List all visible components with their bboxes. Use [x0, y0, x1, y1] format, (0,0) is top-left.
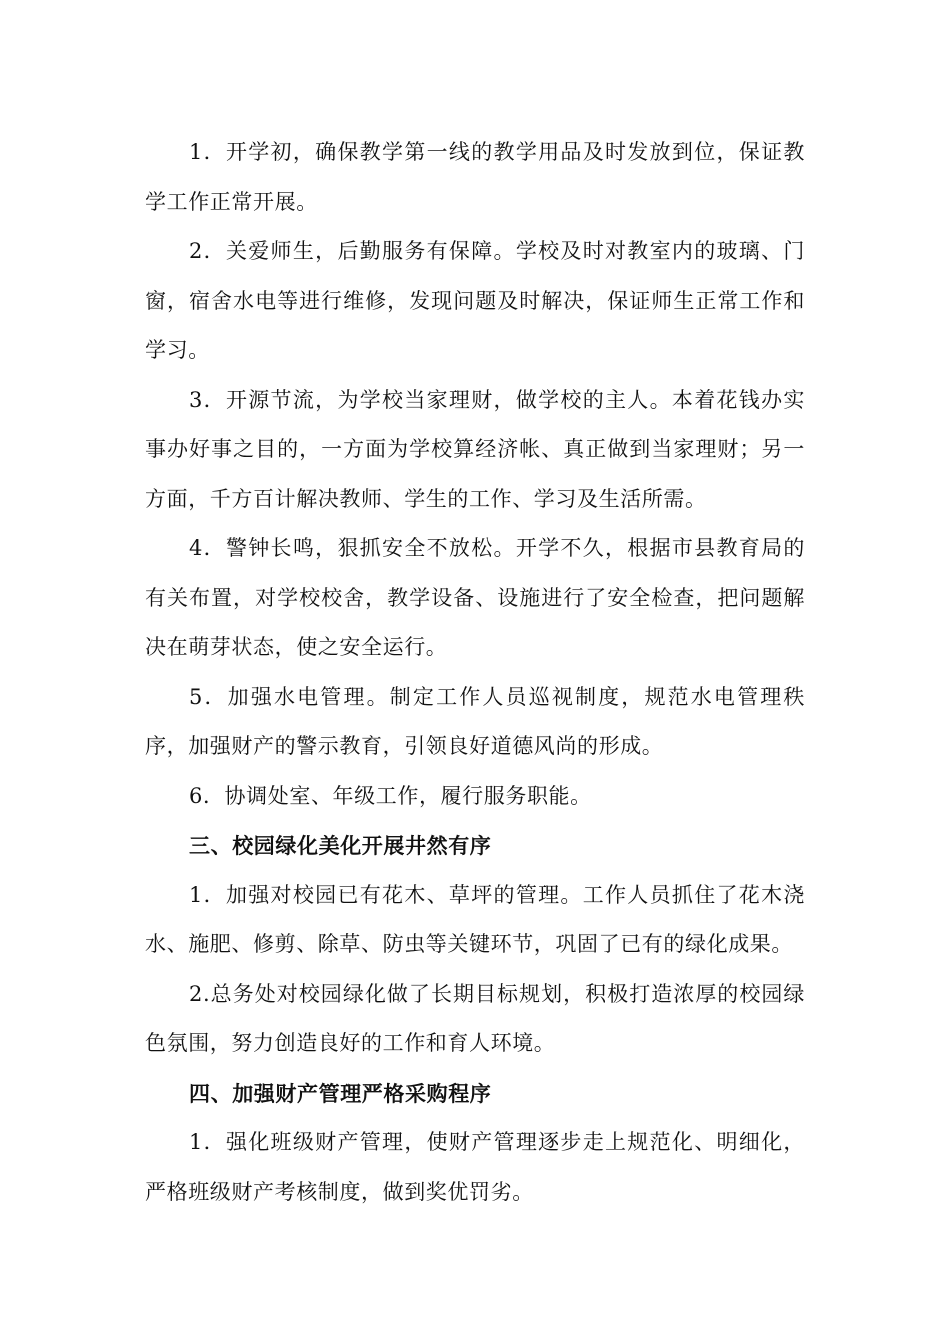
paragraph-item-2: 2．关爱师生，后勤服务有保障。学校及时对教室内的玻璃、门窗，宿舍水电等进行维修，发现问题及时解决，保证师生正常工作和学习。	[145, 239, 805, 362]
paragraph-item-6: 6．协调处室、年级工作，履行服务职能。	[189, 783, 592, 808]
section-heading-3: 三、校园绿化美化开展井然有序	[189, 833, 492, 858]
section-heading-4: 四、加强财产管理严格采购程序	[189, 1080, 492, 1106]
paragraph-item-4: 4．警钟长鸣，狠抓安全不放松。开学不久，根据市县教育局的有关布置，对学校校舍，教学设备、设施进行了安全检查，把问题解决在萌芽状态，使之安全运行。	[145, 536, 805, 659]
paragraph-greening-2: 2.总务处对校园绿化做了长期目标规划，积极打造浓厚的校园绿色氛围，努力创造良好的工作和育人环境。	[145, 981, 805, 1055]
paragraph-item-3: 3．开源节流，为学校当家理财，做学校的主人。本着花钱办实事办好事之目的，一方面为学校算经济帐、真正做到当家理财；另一方面，千方百计解决教师、学生的工作、学习及生活所需。	[145, 387, 805, 511]
paragraph-greening-1: 1．加强对校园已有花木、草坪的管理。工作人员抓住了花木浇水、施肥、修剪、除草、防虫等关键环节，巩固了已有的绿化成果。	[145, 882, 805, 956]
paragraph-item-5: 5．加强水电管理。制定工作人员巡视制度，规范水电管理秩序，加强财产的警示教育，引领良好道德风尚的形成。	[145, 684, 805, 758]
paragraph-item-1: 1．开学初，确保教学第一线的教学用品及时发放到位，保证教学工作正常开展。	[145, 140, 805, 214]
document-body	[145, 128, 805, 1217]
paragraph-property-1: 1．强化班级财产管理，使财产管理逐步走上规范化、明细化，严格班级财产考核制度，做到奖优罚劣。	[145, 1130, 805, 1204]
